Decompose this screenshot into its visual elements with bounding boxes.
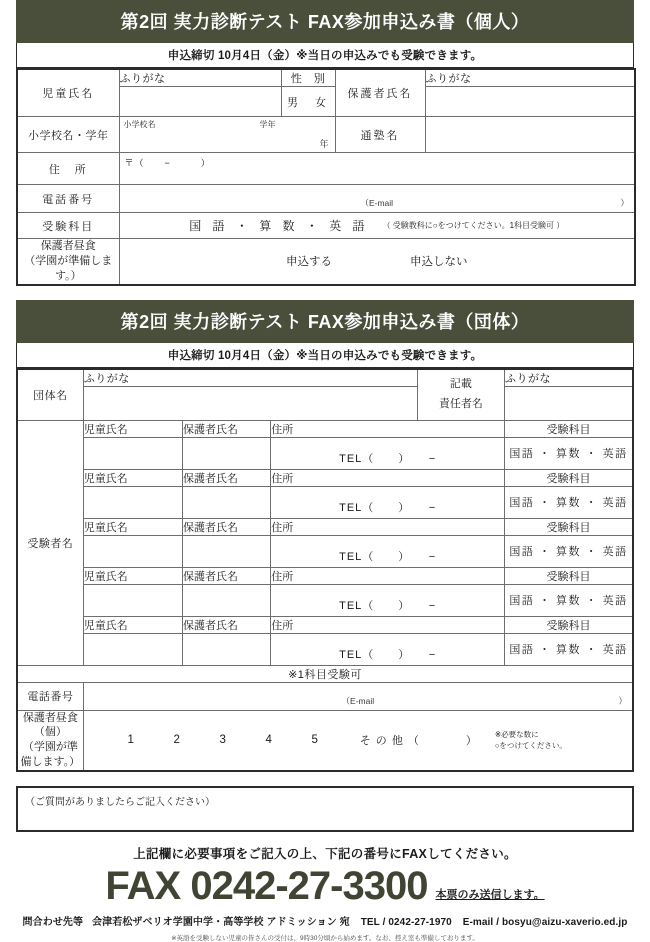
child-furigana-label: ふりがな xyxy=(119,69,281,87)
school-grade-label: 小学校名・学年 xyxy=(17,117,119,153)
lunch-options-cell[interactable] xyxy=(119,239,635,285)
lunch-count-4[interactable]: 4 xyxy=(265,734,272,747)
guardian-furigana-label: ふりがな xyxy=(425,69,635,87)
lunch-count-3[interactable]: 3 xyxy=(219,734,226,747)
group-lunch-label-line2: （学園が準備します。） xyxy=(20,741,81,769)
school-name-hint: 小学校名 xyxy=(123,120,156,129)
examinee-child-name-input-4[interactable] xyxy=(83,584,182,616)
lunch-count-1[interactable]: 1 xyxy=(127,734,134,747)
examinee-guardian-name-input-3[interactable] xyxy=(183,535,271,567)
grade-hint: 学年 xyxy=(259,120,276,129)
contact-label: 問合わせ先等 xyxy=(22,916,84,928)
lunch-other-label[interactable]: そ の 他 （ xyxy=(359,735,420,748)
examinee-child-name-input-3[interactable] xyxy=(83,535,182,567)
group-furigana-label: ふりがな xyxy=(83,369,417,387)
examinee-subjects-2[interactable]: 国語 ・ 算数 ・ 英語 xyxy=(505,486,633,518)
lunch-label-line2: （学園が準備します。） xyxy=(24,254,113,282)
individual-form-title: 第2回 実力診断テスト FAX参加申込み書（個人） xyxy=(16,0,634,43)
examinee-tel-4[interactable]: TEL（ ） − xyxy=(271,584,505,616)
lunch-instruction-note xyxy=(495,729,567,752)
group-form-deadline: 申込締切 10月4日（金）※当日の申込みでも受験できます。 xyxy=(16,343,634,368)
subjects-options[interactable]: 国 語 ・ 算 数 ・ 英 語 xyxy=(189,219,369,233)
examinee-child-name-input-2[interactable] xyxy=(83,486,182,518)
phone-email-input[interactable] xyxy=(119,185,635,213)
examinee-subjects-1[interactable]: 国語 ・ 算数 ・ 英語 xyxy=(505,437,633,469)
individual-application-form xyxy=(16,0,634,286)
examinee-col-subjects-4: 受験科目 xyxy=(505,567,633,584)
one-subject-note: ※1科目受験可 xyxy=(17,665,633,682)
individual-form-deadline: 申込締切 10月4日（金）※当日の申込みでも受験できます。 xyxy=(16,43,634,68)
examinee-col-child-name-2: 児童氏名 xyxy=(83,469,182,486)
lunch-label xyxy=(17,239,119,285)
child-name-label: 児童氏名 xyxy=(17,69,119,117)
responsible-person-input[interactable] xyxy=(505,386,633,420)
examinee-guardian-name-input-1[interactable] xyxy=(183,437,271,469)
contact-org: 会津若松ザベリオ学園中学・高等学校 アドミッション 宛 xyxy=(92,916,350,928)
examinee-col-address-5: 住所 xyxy=(271,616,505,633)
email-hint-close: ） xyxy=(620,198,629,208)
responsible-furigana-label: ふりがな xyxy=(505,369,633,387)
examinee-subjects-4[interactable]: 国語 ・ 算数 ・ 英語 xyxy=(505,584,633,616)
lunch-note-line2: ○をつけてください。 xyxy=(494,741,567,751)
contact-email: E-mail / bosyu@aizu-xaverio.ed.jp xyxy=(462,916,628,928)
individual-form-table xyxy=(16,68,636,286)
examinee-col-child-name-4: 児童氏名 xyxy=(83,567,182,584)
form-spacer xyxy=(16,286,634,300)
group-name-input[interactable] xyxy=(83,386,417,420)
fax-instruction: 上記欄に必要事項をご記入の上、下記の番号にFAXしてください。 xyxy=(133,846,517,861)
examinee-guardian-name-input-2[interactable] xyxy=(183,486,271,518)
child-name-input[interactable] xyxy=(119,87,281,117)
examinee-subjects-3[interactable]: 国語 ・ 算数 ・ 英語 xyxy=(505,535,633,567)
examinee-col-address-2: 住所 xyxy=(271,469,505,486)
group-name-label: 団体名 xyxy=(17,369,83,421)
group-form-title: 第2回 実力診断テスト FAX参加申込み書（団体） xyxy=(16,300,634,343)
question-box-placeholder: （ご質問がありましたらご記入ください） xyxy=(25,796,215,808)
fax-label: FAX xyxy=(105,863,181,908)
lunch-count-5[interactable]: 5 xyxy=(311,734,318,747)
address-label: 住 所 xyxy=(17,153,119,185)
guardian-name-label: 保護者氏名 xyxy=(335,69,425,117)
examinee-col-address-1: 住所 xyxy=(271,420,505,437)
school-grade-input[interactable] xyxy=(119,117,335,153)
grade-unit: 年 xyxy=(319,139,329,149)
examinee-subjects-5[interactable]: 国語 ・ 算数 ・ 英語 xyxy=(505,633,633,665)
examinee-col-child-name-1: 児童氏名 xyxy=(83,420,182,437)
examinees-label: 受験者名 xyxy=(17,420,83,665)
group-form-table xyxy=(16,368,634,772)
examinee-col-subjects-3: 受験科目 xyxy=(505,518,633,535)
examinee-tel-3[interactable]: TEL（ ） − xyxy=(271,535,505,567)
examinee-col-subjects-1: 受験科目 xyxy=(505,420,633,437)
examinee-tel-1[interactable]: TEL（ ） − xyxy=(271,437,505,469)
group-lunch-label xyxy=(17,710,83,771)
footer-footnote: ※英語を受験しない児童の皆さんの受付は、9時30分頃から始めます。なお、控え室も準備しております。 xyxy=(171,934,479,942)
lunch-count-2[interactable]: 2 xyxy=(173,734,180,747)
group-phone-email-input[interactable] xyxy=(83,682,633,710)
examinee-guardian-name-input-5[interactable] xyxy=(183,633,271,665)
phone-label: 電話番号 xyxy=(17,185,119,213)
cram-school-label: 通塾名 xyxy=(335,117,425,153)
contact-line xyxy=(16,913,634,928)
examinee-child-name-input-5[interactable] xyxy=(83,633,182,665)
gender-options[interactable]: 男 女 xyxy=(281,87,335,117)
responsible-person-label xyxy=(417,369,504,421)
group-phone-label: 電話番号 xyxy=(17,682,83,710)
group-lunch-options-cell[interactable] xyxy=(83,710,633,771)
email-hint: （E-mail xyxy=(360,198,394,208)
fax-number-line xyxy=(16,863,634,908)
group-application-form xyxy=(16,300,634,772)
lunch-label-line1: 保護者昼食 xyxy=(40,240,96,252)
lunch-other-close: ） xyxy=(465,735,477,748)
examinee-col-address-3: 住所 xyxy=(271,518,505,535)
guardian-name-input[interactable] xyxy=(425,87,635,117)
responsible-label-line1: 記載 xyxy=(449,378,472,391)
lunch-yes-option[interactable]: 申込する xyxy=(286,256,332,269)
examinee-col-guardian-name-5: 保護者氏名 xyxy=(183,616,271,633)
examinee-col-guardian-name-2: 保護者氏名 xyxy=(183,469,271,486)
examinee-col-guardian-name-1: 保護者氏名 xyxy=(183,420,271,437)
group-lunch-label-line1: 保護者昼食（個） xyxy=(22,711,78,739)
gender-label: 性 別 xyxy=(281,69,335,87)
lunch-count-options[interactable] xyxy=(108,734,338,746)
lunch-no-option[interactable]: 申込しない xyxy=(410,256,468,269)
postal-code-hint: 〒（ − ） xyxy=(124,158,211,168)
group-email-hint: （E-mail xyxy=(341,695,375,706)
cram-school-input[interactable] xyxy=(425,117,635,153)
examinee-tel-5[interactable]: TEL（ ） − xyxy=(271,633,505,665)
examinee-col-subjects-2: 受験科目 xyxy=(505,469,633,486)
fax-number: 0242-27-3300 xyxy=(190,863,428,908)
examinee-col-address-4: 住所 xyxy=(271,567,505,584)
lunch-note-line1: ※必要な数に xyxy=(494,729,539,739)
examinee-col-child-name-5: 児童氏名 xyxy=(83,616,182,633)
question-box[interactable] xyxy=(16,786,634,832)
fax-label-and-number xyxy=(105,863,428,908)
contact-tel: TEL / 0242-27-1970 xyxy=(360,916,452,928)
group-email-hint-close: ） xyxy=(618,695,627,706)
examinee-guardian-name-input-4[interactable] xyxy=(183,584,271,616)
examinee-col-guardian-name-4: 保護者氏名 xyxy=(183,567,271,584)
address-input[interactable] xyxy=(119,153,635,185)
examinee-child-name-input-1[interactable] xyxy=(83,437,182,469)
subjects-options-cell[interactable] xyxy=(119,213,635,239)
subjects-label: 受験科目 xyxy=(17,213,119,239)
subjects-note: （ 受験教科に○をつけてください。1科目受験可 ） xyxy=(382,221,565,230)
examinee-col-guardian-name-3: 保護者氏名 xyxy=(183,518,271,535)
responsible-label-line2: 責任者名 xyxy=(438,398,483,411)
examinee-col-child-name-3: 児童氏名 xyxy=(83,518,182,535)
fax-note: 本票のみ送信します。 xyxy=(435,888,545,901)
examinee-col-subjects-5: 受験科目 xyxy=(505,616,633,633)
examinee-tel-2[interactable]: TEL（ ） − xyxy=(271,486,505,518)
